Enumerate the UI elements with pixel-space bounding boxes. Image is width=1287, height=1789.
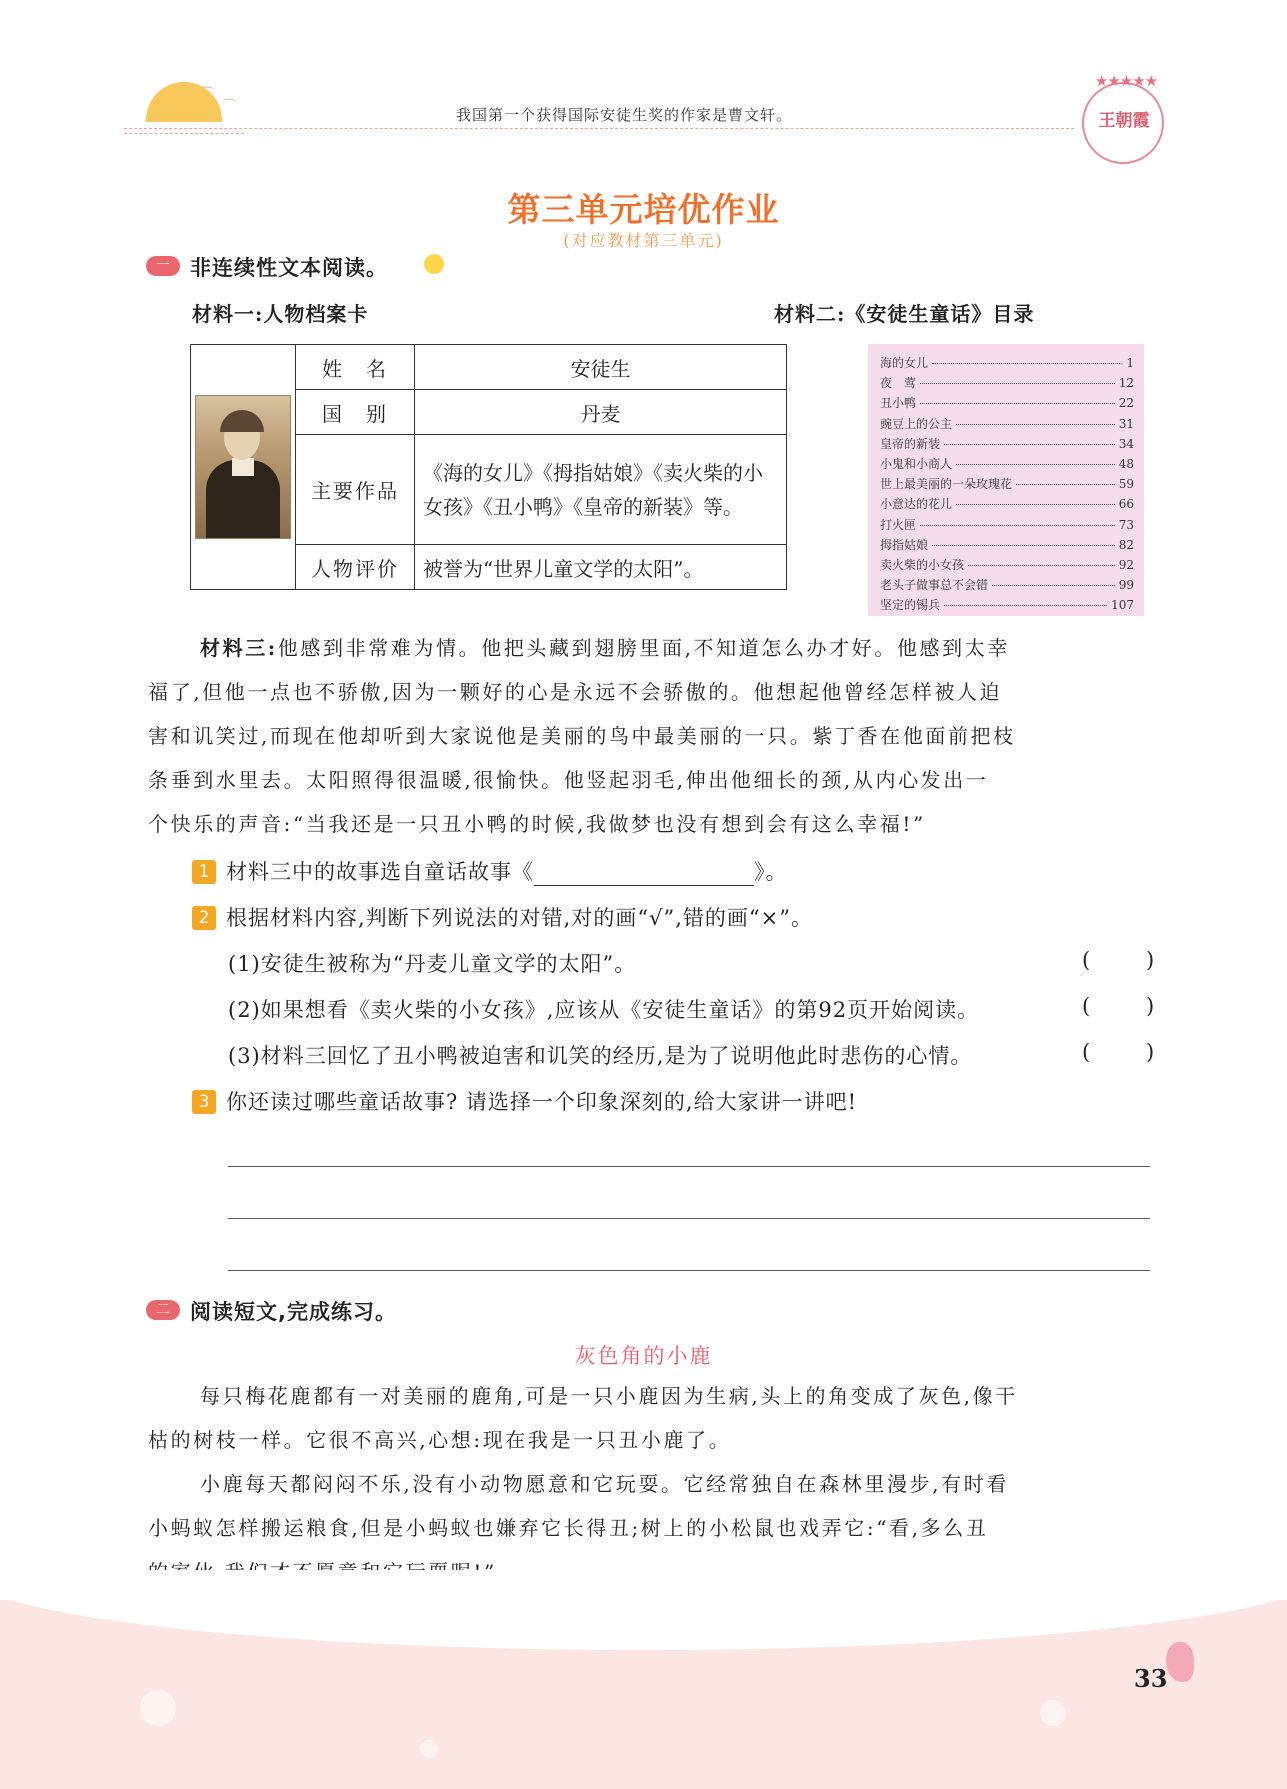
dolphin-icon — [1166, 1642, 1194, 1682]
toc-title: 小鬼和小商人 — [880, 457, 953, 471]
material3-line: 害和讥笑过,而现在他却听到大家说他是美丽的鸟中最美丽的一只。紫丁香在他面前把枝 — [148, 724, 1016, 748]
material3-line: 福了,但他一点也不骄傲,因为一颗好的心是永远不会骄傲的。他想起他曾经怎样被人迫 — [148, 680, 1003, 704]
answer-paren-close: ) — [1146, 1040, 1155, 1064]
toc-page: 34 — [1118, 436, 1134, 451]
toc-entry — [880, 536, 1134, 553]
answer-paren-open: ( — [1082, 948, 1091, 972]
toc-title: 老头子做事总不会错 — [880, 578, 989, 593]
header-divider — [124, 128, 1074, 129]
section-title: 非连续性文本阅读。 — [190, 256, 388, 280]
question-1-pre: 材料三中的故事选自童话故事《 — [226, 860, 534, 884]
toc-page: 107 — [1111, 598, 1134, 613]
toc-title: 皇帝的新装 — [880, 436, 941, 451]
toc-leader — [992, 585, 1115, 586]
toc-leader — [956, 424, 1115, 425]
toc-entry — [880, 495, 1134, 512]
toc-entry — [880, 394, 1134, 411]
toc-page: 66 — [1118, 497, 1134, 512]
material3-label: 材料三: — [200, 636, 278, 660]
country-value: 丹麦 — [415, 390, 787, 435]
toc-page: 99 — [1118, 578, 1134, 593]
story-line: 每只梅花鹿都有一对美丽的鹿角,可是一只小鹿因为生病,头上的角变成了灰色,像干 — [200, 1384, 1018, 1408]
portrait-image — [195, 395, 291, 539]
toc-entry — [880, 415, 1134, 432]
toc-leader — [944, 444, 1115, 445]
material3-text — [148, 626, 1158, 846]
material3-line: 个快乐的声音:“当我还是一只丑小鸭的时候,我做梦也没有想到会有这么幸福!” — [148, 812, 926, 836]
toc-title: 拇指姑娘 — [880, 537, 929, 552]
profile-card — [190, 344, 787, 590]
story-line: 小蚂蚁怎样搬运粮食,但是小蚂蚁也嫌弃它长得丑;树上的小松鼠也戏弄它:“看,多么丑 — [148, 1516, 989, 1540]
question-2-text: 根据材料内容,判断下列说法的对错,对的画“√”,错的画“×”。 — [226, 906, 813, 930]
toc-page: 1 — [1126, 356, 1134, 370]
answer-paren-open: ( — [1082, 994, 1091, 1018]
page-title: 第三单元培优作业 — [507, 190, 780, 229]
country-key: 国 别 — [296, 390, 415, 435]
eval-value: 被誉为“世界儿童文学的太阳”。 — [415, 545, 787, 590]
bubble-decoration — [140, 1690, 176, 1726]
toc-leader — [944, 605, 1107, 606]
toc-title: 坚定的锡兵 — [880, 598, 941, 613]
question-3-text: 你还读过哪些童话故事? 请选择一个印象深刻的,给大家讲一讲吧! — [226, 1090, 858, 1114]
toc-title: 小意达的花儿 — [880, 497, 953, 512]
toc-page: 22 — [1118, 396, 1134, 411]
toc-entry — [880, 475, 1134, 492]
material1-label: 材料一:人物档案卡 — [192, 302, 369, 326]
bird-icon: ⌒ — [200, 87, 214, 103]
eval-key: 人物评价 — [296, 545, 415, 590]
answer-line[interactable] — [228, 1166, 1150, 1167]
bird-icon: ⌒ — [222, 99, 236, 115]
toc-leader — [920, 403, 1115, 404]
toc-leader — [968, 565, 1115, 566]
answer-paren-open: ( — [1082, 1040, 1091, 1064]
toc-title: 丑小鸭 — [880, 396, 917, 411]
judge-item: (2)如果想看《卖火柴的小女孩》,应该从《安徒生童话》的第92页开始阅读。 — [228, 998, 980, 1022]
works-key: 主要作品 — [296, 435, 415, 545]
judge-item: (3)材料三回忆了丑小鸭被迫害和讥笑的经历,是为了说明他此时悲伤的心情。 — [228, 1044, 973, 1068]
question-number: 3 — [192, 1090, 216, 1114]
toc-leader — [1016, 484, 1115, 485]
section-badge: 一 — [146, 256, 180, 276]
contents-box — [868, 344, 1144, 616]
toc-entry — [880, 556, 1134, 573]
story-title: 灰色角的小鹿 — [574, 1344, 713, 1368]
toc-entry — [880, 516, 1134, 533]
question-number: 2 — [192, 906, 216, 930]
toc-leader — [920, 383, 1115, 384]
answer-line[interactable] — [228, 1270, 1150, 1271]
toc-page: 59 — [1118, 477, 1134, 492]
toc-leader — [956, 464, 1115, 465]
toc-entry — [880, 455, 1134, 472]
toc-leader — [932, 545, 1115, 546]
works-value: 《海的女儿》《拇指姑娘》《卖火柴的小女孩》《丑小鸭》《皇帝的新装》等。 — [415, 435, 787, 545]
material2-label: 材料二:《安徒生童话》目录 — [774, 302, 1035, 326]
question-1 — [226, 856, 788, 886]
section-title: 阅读短文,完成练习。 — [190, 1300, 397, 1324]
judge-item: (1)安徒生被称为“丹麦儿童文学的太阳”。 — [228, 952, 637, 976]
header-divider-short — [124, 133, 244, 134]
toc-entry — [880, 354, 1134, 371]
answer-blank[interactable] — [534, 863, 754, 886]
photo-cell — [191, 345, 296, 590]
story-line: 小鹿每天都闷闷不乐,没有小动物愿意和它玩耍。它经常独自在森林里漫步,有时看 — [200, 1472, 1009, 1496]
toc-leader — [932, 363, 1122, 364]
toc-title: 豌豆上的公主 — [880, 416, 953, 431]
toc-page: 82 — [1118, 537, 1134, 552]
toc-entry — [880, 576, 1134, 593]
toc-leader — [920, 525, 1115, 526]
question-1-post: 》。 — [754, 860, 788, 884]
toc-page: 48 — [1118, 457, 1134, 471]
question-number: 1 — [192, 860, 216, 884]
page-number: 33 — [1134, 1664, 1168, 1693]
answer-line[interactable] — [228, 1218, 1150, 1219]
bubble-decoration — [1040, 1700, 1066, 1726]
lightbulb-icon — [424, 254, 444, 274]
name-value: 安徒生 — [415, 345, 787, 390]
toc-page: 31 — [1118, 416, 1134, 431]
toc-page: 12 — [1118, 376, 1134, 391]
header-tip: 我国第一个获得国际安徒生奖的作家是曹文轩。 — [456, 106, 793, 124]
toc-title: 卖火柴的小女孩 — [880, 558, 965, 572]
toc-title: 夜 莺 — [880, 376, 917, 391]
toc-leader — [956, 504, 1115, 505]
answer-paren-close: ) — [1146, 948, 1155, 972]
story-line: 枯的树枝一样。它很不高兴,心想:现在我是一只丑小鹿了。 — [148, 1428, 732, 1452]
toc-entry — [880, 435, 1134, 452]
toc-title: 世上最美丽的一朵玫瑰花 — [880, 477, 1013, 492]
material3-line: 条垂到水里去。太阳照得很温暖,很愉快。他竖起羽毛,伸出他细长的颈,从内心发出一 — [148, 768, 989, 792]
section-badge: 二 — [146, 1300, 180, 1320]
toc-page: 92 — [1118, 558, 1134, 572]
toc-entry — [880, 596, 1134, 613]
toc-title: 海的女儿 — [880, 356, 929, 370]
logo-text: 王朝霞 — [1098, 111, 1150, 131]
toc-title: 打火匣 — [880, 517, 917, 532]
logo-stars-icon: ★★★★★ — [1094, 72, 1158, 90]
bubble-decoration — [420, 1740, 438, 1758]
name-key: 姓 名 — [296, 345, 415, 390]
page-subtitle: (对应教材第三单元) — [563, 231, 724, 250]
material3-line: 他感到非常难为情。他把头藏到翅膀里面,不知道怎么办才好。他感到太幸 — [277, 636, 1010, 660]
answer-paren-close: ) — [1146, 994, 1155, 1018]
toc-entry — [880, 374, 1134, 391]
toc-page: 73 — [1118, 517, 1134, 532]
